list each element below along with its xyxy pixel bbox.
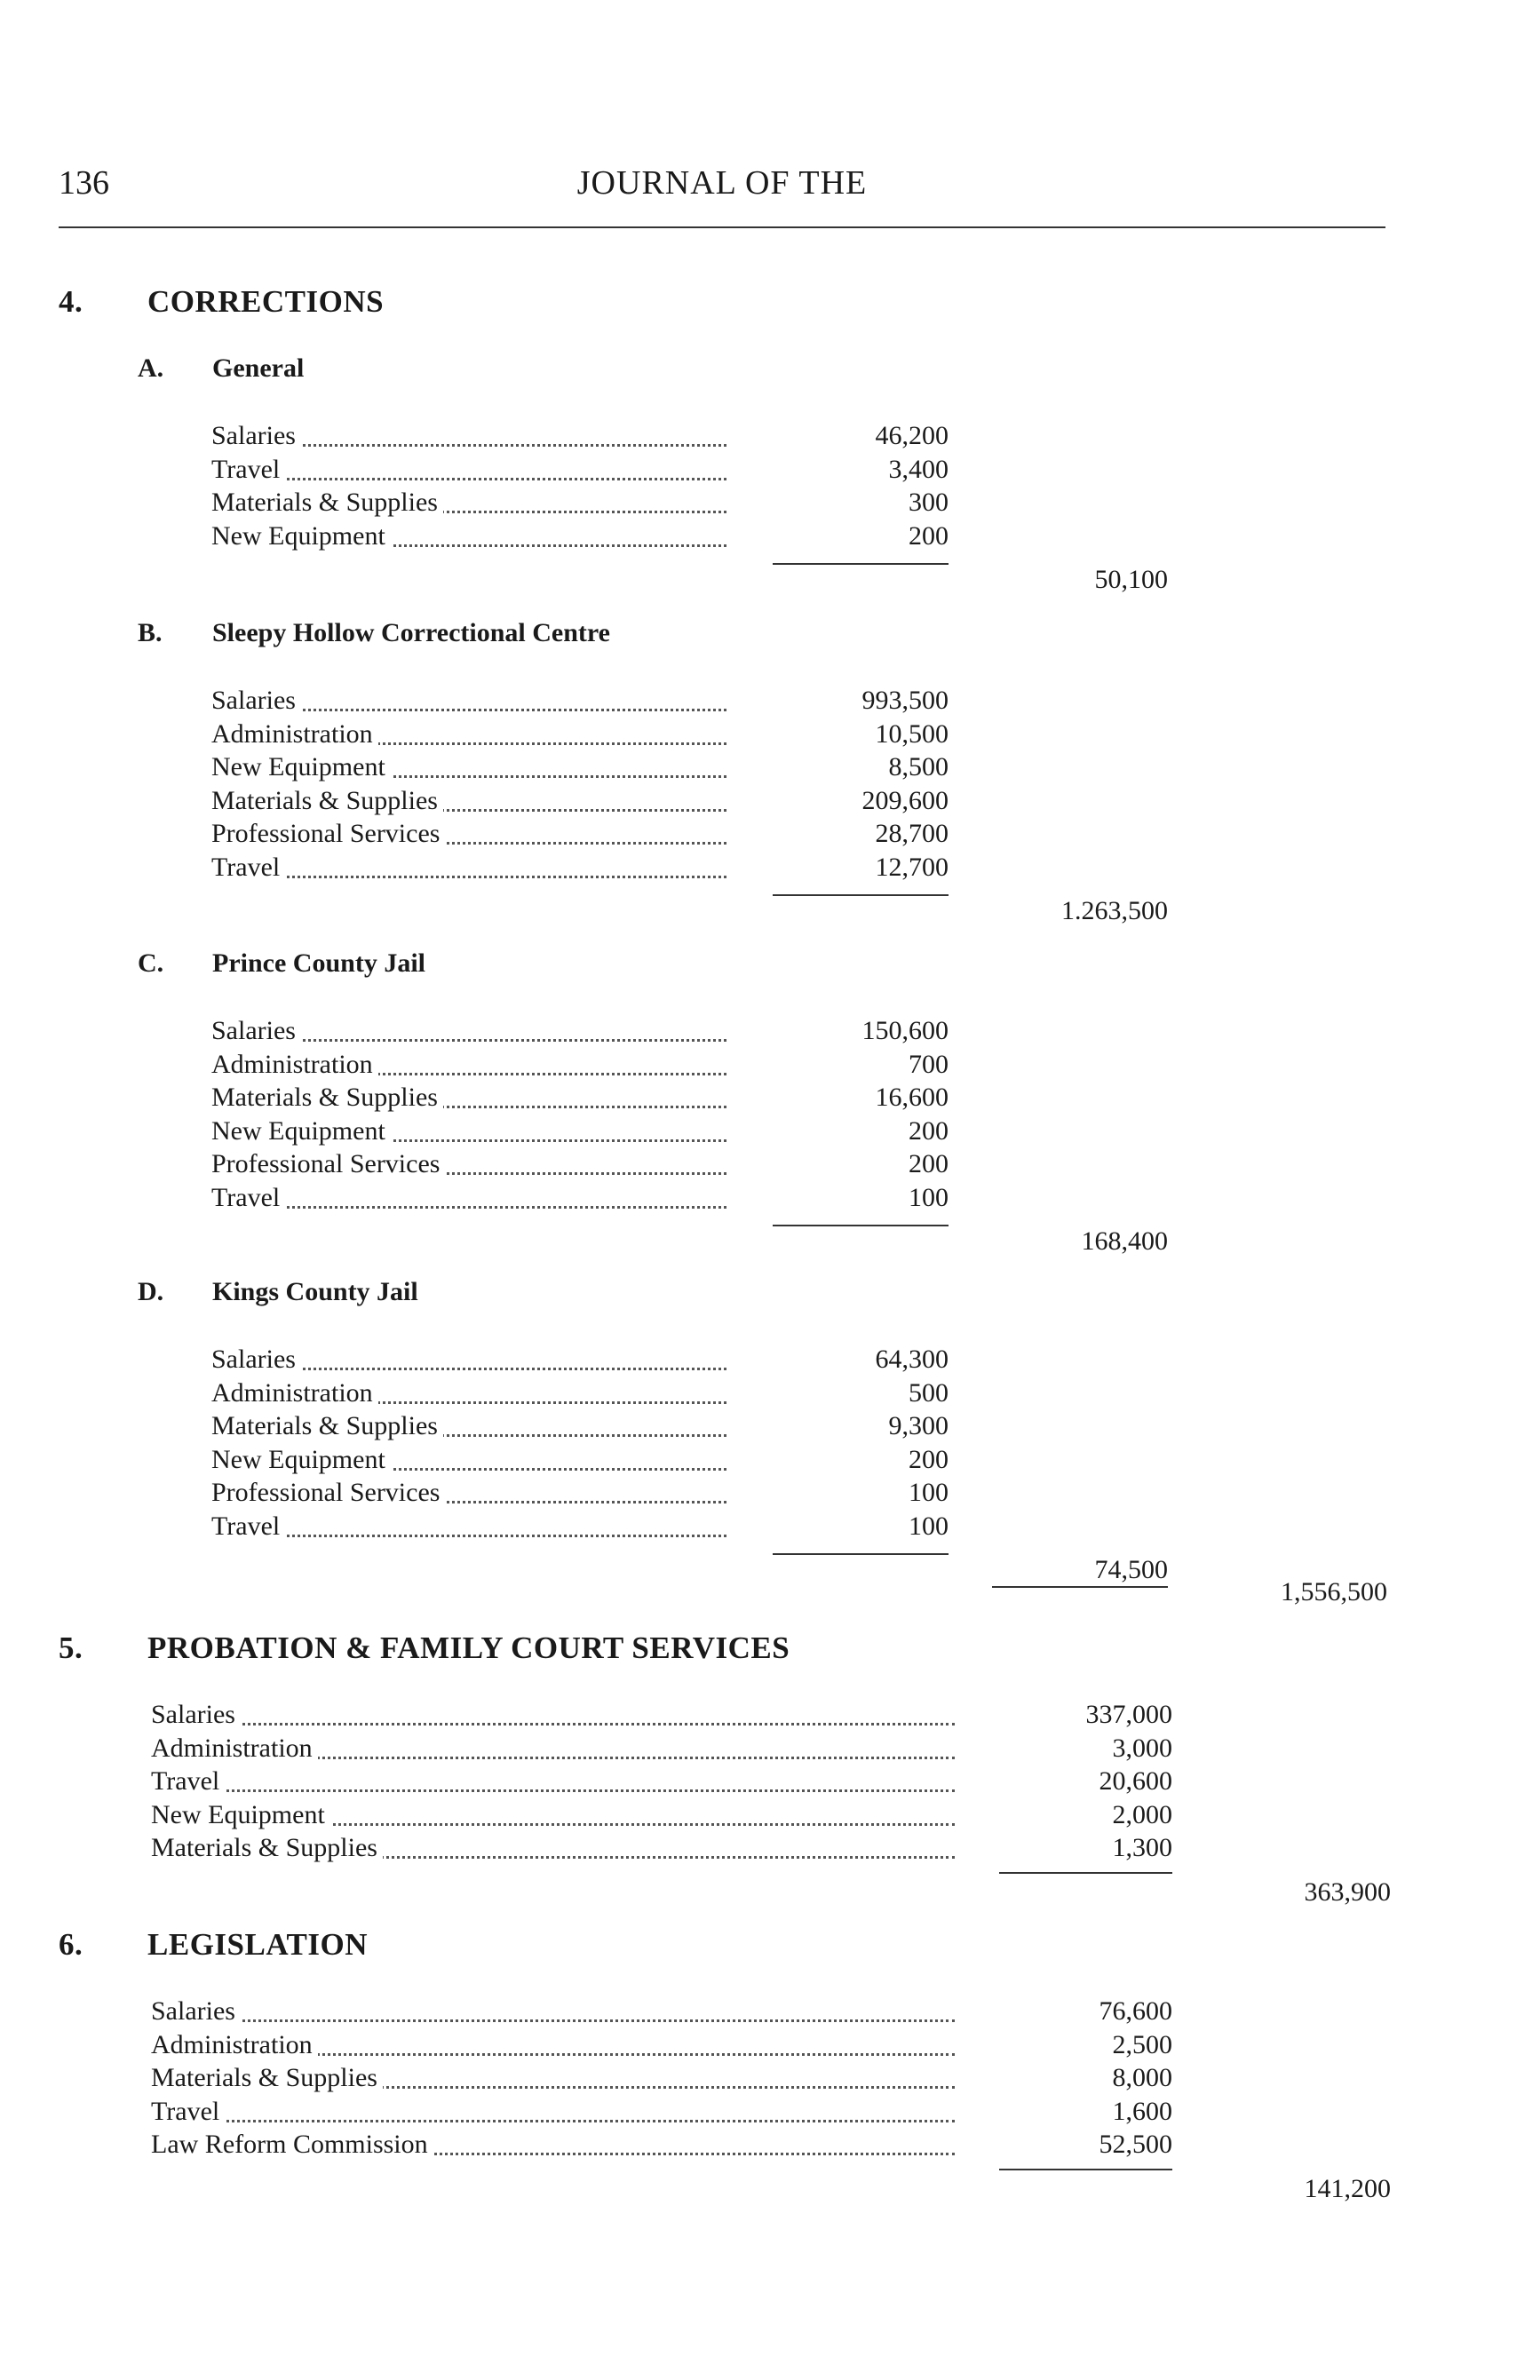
- line-item-label: Salaries: [151, 1996, 241, 2026]
- line-item-label: Travel: [211, 1511, 285, 1541]
- line-item-label: Travel: [151, 1766, 225, 1796]
- line-item: [211, 1183, 726, 1217]
- line-item-label: New Equipment: [151, 1800, 330, 1829]
- sum-rule: [999, 1872, 1172, 1874]
- line-item-label: Travel: [211, 1183, 285, 1212]
- line-item-amount: 209,600: [861, 785, 949, 815]
- line-item-amount: 1,300: [1112, 1833, 1172, 1862]
- leader-dots: [151, 1723, 955, 1726]
- line-item-amount: 200: [909, 1115, 949, 1146]
- line-item-amount: 200: [909, 520, 949, 551]
- line-item: [151, 2063, 955, 2097]
- line-item-amount: 100: [909, 1478, 949, 1507]
- line-item-amount: 2,000: [1112, 1799, 1172, 1829]
- section-probation-heading: [59, 1630, 790, 1666]
- line-item: [211, 421, 726, 455]
- line-item-label: Travel: [151, 2097, 225, 2126]
- section-title: PROBATION & FAMILY COURT SERVICES: [147, 1630, 790, 1665]
- line-item: [211, 786, 726, 820]
- line-item-label: Administration: [211, 719, 378, 749]
- section-title: CORRECTIONS: [147, 284, 385, 319]
- section-number: 6.: [59, 1927, 83, 1962]
- section-total: 363,900: [1304, 1876, 1391, 1907]
- leader-dots: [211, 876, 726, 878]
- line-item: [211, 488, 726, 521]
- line-item-amount: 2,500: [1112, 2029, 1172, 2059]
- line-item-label: Professional Services: [211, 1478, 445, 1507]
- line-item-label: Professional Services: [211, 819, 445, 848]
- line-item-label: Administration: [211, 1378, 378, 1408]
- line-item-label: Travel: [211, 455, 285, 484]
- line-item: [151, 2030, 955, 2064]
- line-item: [211, 1378, 726, 1412]
- line-item-amount: 3,400: [888, 454, 949, 484]
- line-item: [211, 1149, 726, 1183]
- line-item-label: New Equipment: [211, 752, 391, 781]
- line-item-label: Materials & Supplies: [211, 1083, 443, 1112]
- line-item-label: Materials & Supplies: [211, 488, 443, 517]
- line-item: [151, 1733, 955, 1767]
- line-item: [211, 819, 726, 853]
- line-item-amount: 100: [909, 1182, 949, 1212]
- page-number: 136: [59, 164, 109, 202]
- line-item-label: Materials & Supplies: [151, 2063, 383, 2092]
- subsection-heading: [138, 1277, 418, 1307]
- line-item-label: Salaries: [211, 421, 301, 450]
- subsection-heading: [138, 353, 304, 384]
- line-item-amount: 200: [909, 1444, 949, 1474]
- line-item-amount: 52,500: [1099, 2130, 1172, 2159]
- line-item-amount: 1,600: [1112, 2096, 1172, 2126]
- leader-dots: [211, 1535, 726, 1537]
- line-item-amount: 8,000: [1112, 2063, 1172, 2092]
- line-item-label: Administration: [211, 1050, 378, 1079]
- line-item: [211, 1511, 726, 1545]
- line-item-label: Materials & Supplies: [211, 1411, 443, 1440]
- line-item-label: Materials & Supplies: [151, 1833, 383, 1862]
- subsection-subtotal: 1.263,500: [1061, 896, 1168, 925]
- subsection-title: Sleepy Hollow Correctional Centre: [212, 618, 610, 647]
- leader-dots: [211, 478, 726, 480]
- line-item-label: New Equipment: [211, 1116, 391, 1146]
- line-item: [151, 2097, 955, 2130]
- section-number: 5.: [59, 1630, 83, 1665]
- line-item-amount: 700: [909, 1049, 949, 1079]
- section-number: 4.: [59, 284, 83, 319]
- line-item: [211, 1411, 726, 1445]
- line-item: [211, 719, 726, 753]
- line-item-amount: 9,300: [888, 1411, 949, 1440]
- line-item-label: Law Reform Commission: [151, 2130, 433, 2159]
- line-item: [211, 853, 726, 886]
- line-item: [211, 752, 726, 786]
- sum-rule: [773, 894, 949, 896]
- line-item-amount: 28,700: [875, 819, 949, 848]
- line-item-amount: 200: [909, 1149, 949, 1178]
- line-item-amount: 500: [909, 1377, 949, 1408]
- sum-rule: [773, 1553, 949, 1555]
- leader-dots: [211, 1206, 726, 1209]
- line-item-amount: 8,500: [888, 752, 949, 781]
- subsection-letter: B.: [138, 618, 163, 647]
- line-item-label: New Equipment: [211, 521, 391, 551]
- header-rule: [59, 226, 1385, 228]
- line-item-label: Administration: [151, 1733, 318, 1763]
- line-item-label: Salaries: [211, 686, 301, 715]
- line-item-label: Travel: [211, 853, 285, 882]
- line-item-amount: 300: [909, 488, 949, 517]
- line-item-amount: 337,000: [1085, 1700, 1172, 1729]
- line-item-amount: 64,300: [875, 1345, 949, 1374]
- line-item-amount: 76,600: [1099, 1996, 1172, 2026]
- line-item: [151, 1833, 955, 1867]
- line-item: [211, 1478, 726, 1511]
- sum-rule: [992, 1586, 1168, 1588]
- line-item-amount: 16,600: [875, 1083, 949, 1112]
- sum-rule: [999, 2169, 1172, 2170]
- subsection-letter: D.: [138, 1277, 164, 1306]
- running-head: JOURNAL OF THE: [576, 164, 868, 202]
- section-total: 1,556,500: [1281, 1577, 1387, 1606]
- line-item-amount: 46,200: [875, 421, 949, 450]
- subsection-subtotal: 50,100: [1094, 565, 1168, 594]
- line-item-amount: 20,600: [1099, 1766, 1172, 1796]
- line-item-label: Salaries: [211, 1016, 301, 1045]
- leader-dots: [151, 2120, 955, 2122]
- section-corrections-heading: [59, 284, 384, 320]
- sum-rule: [773, 563, 949, 565]
- line-item-amount: 3,000: [1112, 1733, 1172, 1763]
- line-item-label: Materials & Supplies: [211, 786, 443, 815]
- line-item-amount: 150,600: [861, 1016, 949, 1045]
- line-item: [211, 1083, 726, 1116]
- line-item: [151, 2130, 955, 2163]
- leader-dots: [151, 1789, 955, 1792]
- line-item-label: Administration: [151, 2030, 318, 2059]
- subsection-letter: C.: [138, 948, 164, 978]
- line-item: [211, 1016, 726, 1050]
- line-item: [211, 521, 726, 555]
- line-item: [151, 1800, 955, 1834]
- line-item: [211, 1445, 726, 1479]
- line-item-amount: 10,500: [875, 718, 949, 749]
- line-item: [211, 1116, 726, 1150]
- subsection-title: Kings County Jail: [212, 1277, 418, 1306]
- subsection-heading: [138, 618, 610, 648]
- sum-rule: [773, 1225, 949, 1226]
- line-item: [151, 1700, 955, 1733]
- line-item-amount: 993,500: [861, 686, 949, 715]
- subsection-subtotal: 168,400: [1081, 1226, 1168, 1256]
- line-item-label: Salaries: [211, 1345, 301, 1374]
- page-header: [59, 163, 1385, 217]
- line-item-amount: 12,700: [875, 852, 949, 882]
- section-legislation-heading: [59, 1927, 368, 1963]
- leader-dots: [151, 2019, 955, 2022]
- line-item-label: Professional Services: [211, 1149, 445, 1178]
- line-item: [211, 686, 726, 719]
- line-item-amount: 100: [909, 1511, 949, 1541]
- subsection-title: Prince County Jail: [212, 948, 425, 978]
- line-item: [151, 1766, 955, 1800]
- line-item-label: Salaries: [151, 1700, 241, 1729]
- subsection-title: General: [212, 353, 305, 383]
- line-item: [211, 1050, 726, 1083]
- section-title: LEGISLATION: [147, 1927, 368, 1962]
- line-item: [211, 455, 726, 488]
- subsection-subtotal: 74,500: [1094, 1555, 1168, 1584]
- subsection-heading: [138, 948, 425, 979]
- line-item: [211, 1345, 726, 1378]
- section-total: 141,200: [1304, 2173, 1391, 2203]
- line-item-label: New Equipment: [211, 1445, 391, 1474]
- subsection-letter: A.: [138, 353, 164, 383]
- line-item: [151, 1996, 955, 2030]
